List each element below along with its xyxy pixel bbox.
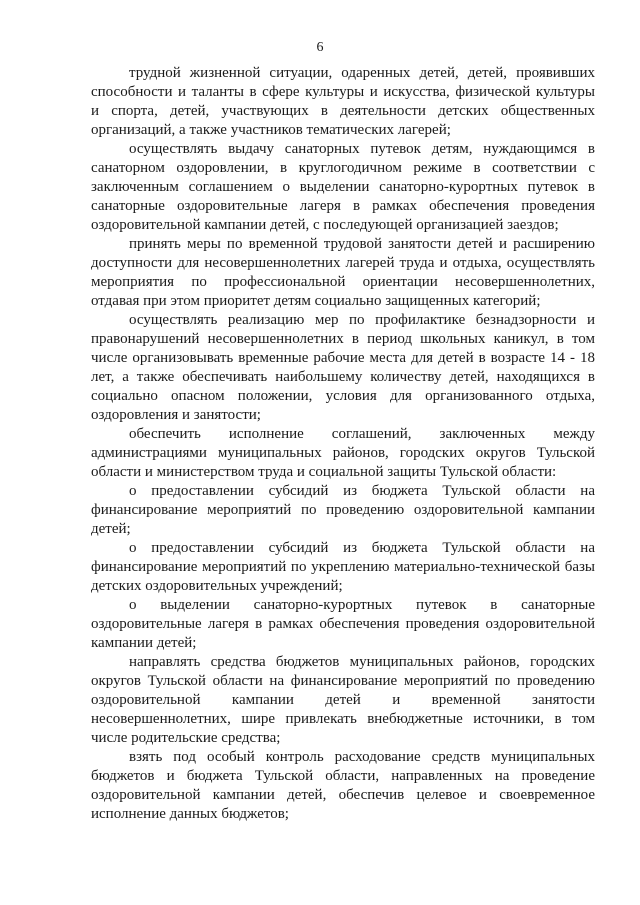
text-line: трудной жизненной ситуации, одаренных детей, детей, проявивших [129,65,595,81]
text-line: оздоровления и занятости; [91,407,261,423]
paragraph [91,235,595,311]
text-line: доступности для несовершеннолетних лагерей труда и отдыха, осуществлять [91,255,595,271]
text-line: кампании детей; [91,635,197,651]
text-line: мероприятия по профессиональной ориентации несовершеннолетних, [91,274,595,290]
text-line: санаторные оздоровительные лагеря в рамках обеспечения проведения [91,198,595,214]
text-line: детей; [91,521,131,537]
text-line: направлять средства бюджетов муниципальных районов, городских [129,654,595,670]
text-line: и спорта, детей, участвующих в деятельности детских общественных [91,103,595,119]
text-line: лет, а также обеспечивать наибольшему количеству детей, находящихся в [91,369,595,385]
text-line: о предоставлении субсидий из бюджета Тульской области на [129,483,595,499]
paragraph [91,748,595,824]
text-line: организаций, а также участников тематических лагерей; [91,122,451,138]
text-line: принять меры по временной трудовой занятости детей и расширению [129,236,595,252]
text-line: числе организовывать временные рабочие места для детей в возрасте 14 - 18 [91,350,595,366]
text-line: о выделении санаторно-курортных путевок в санаторные [129,597,595,613]
paragraph [91,653,595,748]
text-line: несовершеннолетних, шире привлекать внебюджетные источники, в том [91,711,595,727]
text-line: социально опасном положении, условия для организованного отдыха, [91,388,595,404]
text-line: обеспечить исполнение соглашений, заключенных между [129,426,595,442]
text-line: детских оздоровительных учреждений; [91,578,343,594]
text-line: числе родительские средства; [91,730,281,746]
text-line: финансирование мероприятий по проведению оздоровительной кампании [91,502,595,518]
text-line: оздоровительной кампании детей, с последующей организацией заездов; [91,217,559,233]
paragraph [91,311,595,425]
paragraph [91,425,595,482]
page-number: 6 [316,40,324,55]
text-line: способности и таланты в сфере культуры и искусства, физической культуры [91,84,595,100]
text-line: отдавая при этом приоритет детям социально защищенных категорий; [91,293,541,309]
document-body [91,64,595,824]
text-line: правонарушений несовершеннолетних в период школьных каникул, в том [91,331,595,347]
paragraph [91,64,595,140]
text-line: финансирование мероприятий по укреплению материально-технической базы [91,559,595,575]
paragraph [91,596,595,653]
text-line: исполнение данных бюджетов; [91,806,289,822]
text-line: оздоровительные лагеря в рамках обеспечения проведения оздоровительной [91,616,595,632]
text-line: заключенным соглашением о выделении санаторно-курортных путевок в [91,179,595,195]
text-line: осуществлять выдачу санаторных путевок детям, нуждающимся в [129,141,595,157]
text-line: администрациями муниципальных районов, городских округов Тульской [91,445,595,461]
text-line: бюджетов и бюджета Тульской области, направленных на проведение [91,768,595,784]
text-line: оздоровительной кампании детей и временной занятости [91,692,595,708]
paragraph [91,482,595,539]
paragraph [91,140,595,235]
text-line: санаторном оздоровлении, в круглогодичном режиме в соответствии с [91,160,595,176]
text-line: осуществлять реализацию мер по профилактике безнадзорности и [129,312,595,328]
paragraph [91,539,595,596]
text-line: области и министерством труда и социальной защиты Тульской области: [91,464,557,480]
text-line: округов Тульской области на финансирование мероприятий по проведению [91,673,595,689]
text-line: о предоставлении субсидий из бюджета Тульской области на [129,540,595,556]
text-line: оздоровительной кампании детей, обеспечив целевое и своевременное [91,787,595,803]
text-line: взять под особый контроль расходование средств муниципальных [129,749,595,765]
